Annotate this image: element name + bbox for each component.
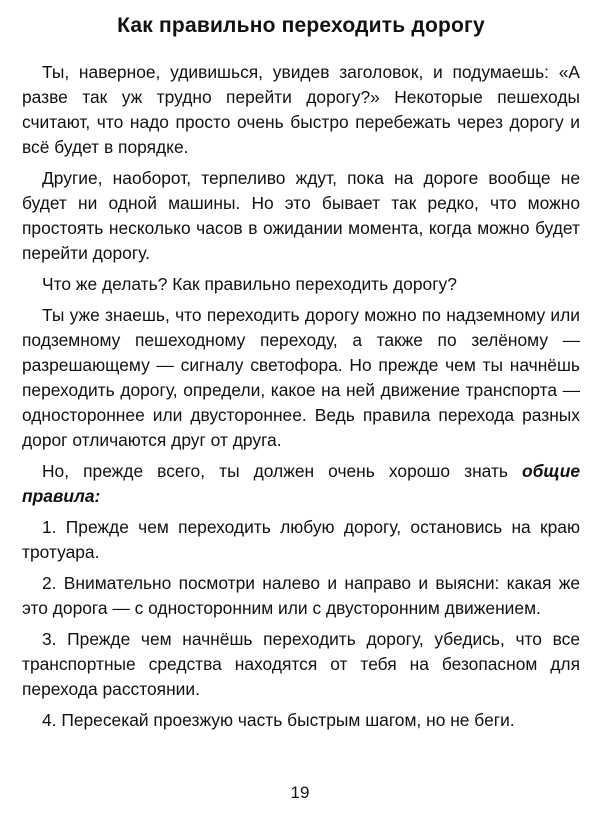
rules-intro-text: Но, прежде всего, ты должен очень хорошо знать [42,461,523,481]
rules-intro-emphasis: общие правила: [22,461,580,506]
paragraph-3: Что же делать? Как правильно переходить дорогу? [42,274,457,294]
rule-item-4: 4. Пересекай проезжую часть быстрым шагом, но не беги. [42,710,515,730]
rules-intro [22,459,580,509]
page-title: Как правильно переходить дорогу [117,14,485,37]
rule-item-2: 2. Внимательно посмотри налево и направо и выясни: какая же это дорога — с односторонним или с двусторонним движением. [22,573,580,618]
document-page [22,14,580,739]
paragraph-4: Ты уже знаешь, что переходить дорогу можно по надземному или подземному пешеходному переходу, а также по зелёному — разрешающему — сигналу светофора. Но прежде чем ты начнёшь переходить дорогу, определи, какое на ней движение транспорта — одностороннее или двустороннее. Ведь правила перехода разных дорог отличаются друг от друга. [22,305,580,450]
rule-item-3: 3. Прежде чем начнёшь переходить дорогу, убедись, что все транспортные средства находятся от тебя на безопасном для перехода расстоянии. [22,629,580,699]
paragraph-1: Ты, наверное, удивишься, увидев заголовок, и подумаешь: «А разве так уж трудно перейти дорогу?» Некоторые пешеходы считают, что надо просто очень быстро перебежать через дорогу и всё будет в порядке. [22,62,580,157]
rule-item-1: 1. Прежде чем переходить любую дорогу, остановись на краю тротуара. [22,517,580,562]
page-number: 19 [290,783,310,802]
paragraph-2: Другие, наоборот, терпеливо ждут, пока на дороге вообще не будет ни одной машины. Но это бывает так редко, что можно простоять несколько часов в ожидании момента, когда можно будет перейти дорогу. [22,168,580,263]
